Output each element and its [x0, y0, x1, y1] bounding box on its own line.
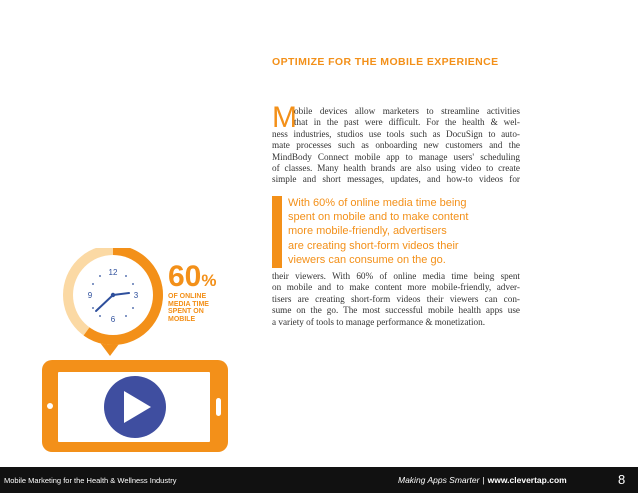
page-number: 8	[618, 472, 626, 487]
pullquote-line: are creating short-form videos their	[288, 239, 459, 252]
paragraph-line: on mobile and to make content more mobile-friendly, adver-	[272, 282, 520, 293]
phone-home-button	[216, 398, 221, 416]
clock-number-12: 12	[108, 268, 118, 277]
paragraph-line: tisers are creating short-form videos their viewers can con-	[272, 293, 520, 304]
clock-icon	[63, 248, 163, 356]
paragraph-line: sume on the go. The most successful mobile health apps use	[272, 305, 520, 316]
paragraph-line: simple and short messages, updates, and how-to videos for	[272, 174, 520, 185]
paragraph-line: that in the past were difficult. For the health & wel-	[294, 117, 520, 128]
paragraph-line: mate processes such as onboarding new customers and the	[272, 140, 520, 151]
clock-number-3: 3	[133, 291, 139, 300]
clock-center	[111, 293, 115, 297]
paragraph-line: a variety of tools to manage performance & monetization.	[272, 316, 486, 327]
stat-label-line: OF ONLINE	[168, 293, 207, 300]
footer-document-title: Mobile Marketing for the Health & Wellness Industry	[4, 476, 177, 485]
footer	[0, 467, 638, 493]
continued-paragraph	[272, 271, 520, 328]
footer-separator: |	[482, 475, 485, 485]
paragraph-line: ness industries, studios use tools such as DocuSign to auto-	[272, 128, 520, 139]
stat-label-line: MEDIA TIME	[168, 300, 209, 308]
paragraph-line: MindBody Connect mobile app to manage users' scheduling	[272, 151, 520, 162]
pullquote-line: viewers can consume on the go.	[288, 253, 446, 266]
footer-branding	[398, 475, 567, 485]
phone-camera	[47, 403, 53, 409]
footer-tagline: Making Apps Smarter	[398, 475, 480, 485]
pullquote-line: With 60% of online media time being	[288, 197, 467, 209]
paragraph-line: their viewers. With 60% of online media time being spent	[272, 271, 520, 281]
clock-number-6: 6	[110, 315, 116, 324]
drop-cap: M	[272, 101, 297, 134]
pullquote-line: more mobile-friendly, advertisers	[288, 225, 447, 238]
clock-number-9: 9	[87, 291, 93, 300]
paragraph-line: of classes. Many health brands are also using video to create	[272, 163, 520, 174]
pullquote-bar	[272, 196, 282, 268]
play-icon[interactable]	[104, 376, 166, 438]
pullquote-line: spent on mobile and to make content	[288, 211, 469, 224]
intro-paragraph	[272, 101, 520, 186]
section-heading: OPTIMIZE FOR THE MOBILE EXPERIENCE	[272, 56, 499, 68]
stat-label-line: SPENT ON	[168, 308, 204, 316]
pullquote	[288, 196, 520, 267]
phone-icon	[42, 360, 228, 452]
paragraph-line: obile devices allow marketers to streamline activities	[294, 106, 520, 116]
mobile-video-illustration	[40, 248, 240, 458]
stat-label-line: MOBILE	[168, 315, 196, 323]
stat-value: 60	[168, 260, 202, 293]
stat-unit: %	[201, 271, 217, 290]
footer-website-link[interactable]: www.clevertap.com	[487, 475, 567, 485]
